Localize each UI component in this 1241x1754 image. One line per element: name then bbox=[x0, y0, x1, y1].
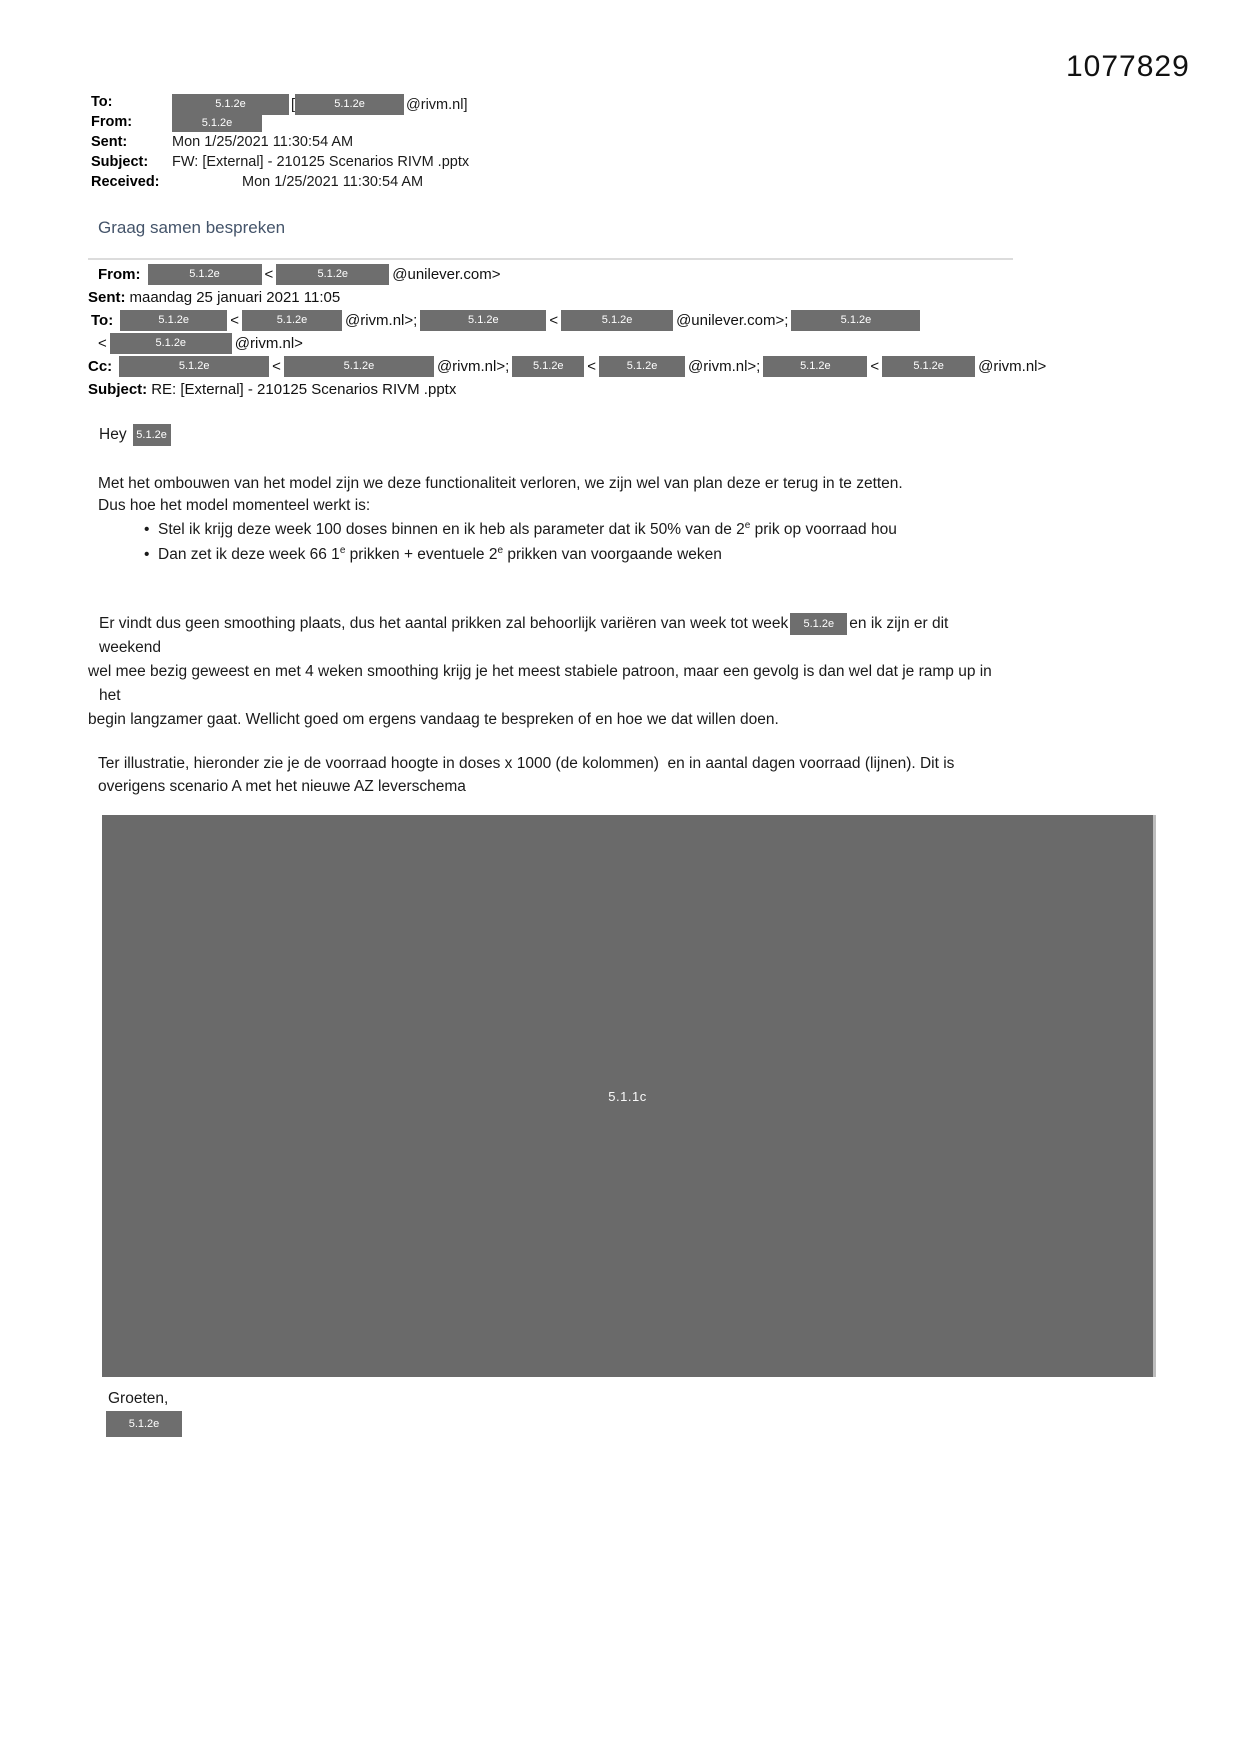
redacted-image bbox=[102, 815, 1156, 1377]
body-line: overigens scenario A met het nieuwe AZ leverschema bbox=[98, 778, 466, 795]
cc-address-sep: @rivm.nl>; bbox=[436, 358, 510, 375]
angle-bracket: < bbox=[272, 358, 281, 375]
from-label: From: bbox=[91, 114, 133, 130]
greeting-text: Hey bbox=[99, 426, 127, 443]
header-row-from bbox=[91, 114, 469, 134]
to-address-suffix: @rivm.nl> bbox=[234, 335, 303, 352]
divider bbox=[88, 258, 1013, 260]
body-line: wel mee bezig geweest en met 4 weken smoothing krijg je het meest stabiele patroon, maar een gevolg is dan wel dat je ramp up in bbox=[88, 663, 992, 680]
header-row-subject bbox=[91, 154, 469, 174]
redaction-box: 5.1.2e bbox=[763, 356, 867, 377]
to-label: To: bbox=[91, 312, 114, 329]
redaction-box: 5.1.2e bbox=[172, 94, 289, 115]
redaction-box: 5.1.2e bbox=[284, 356, 434, 377]
superscript: e bbox=[339, 544, 346, 556]
angle-bracket: < bbox=[264, 266, 274, 283]
redaction-box: 5.1.2e bbox=[119, 356, 269, 377]
angle-bracket: < bbox=[587, 358, 597, 375]
received-label: Received: bbox=[91, 174, 160, 190]
body-paragraph-3 bbox=[98, 752, 954, 798]
document-id: 1077829 bbox=[1066, 50, 1190, 83]
from-address-suffix: @unilever.com> bbox=[392, 266, 501, 283]
received-value: Mon 1/25/2021 11:30:54 AM bbox=[242, 174, 424, 190]
body-line bbox=[88, 612, 992, 636]
redaction-box: 5.1.2e bbox=[110, 333, 232, 354]
to-label: To: bbox=[91, 94, 113, 110]
header-row-to bbox=[91, 94, 469, 114]
redacted-image-label: 5.1.1c bbox=[608, 1088, 647, 1104]
quoted-row-cc bbox=[88, 355, 1046, 378]
from-label: From: bbox=[98, 266, 141, 283]
bullet-icon: • bbox=[144, 546, 150, 563]
bullet-text: prikken van voorgaande weken bbox=[503, 546, 722, 563]
redaction-box: 5.1.2e bbox=[882, 356, 975, 377]
redaction-box: 5.1.2e bbox=[133, 424, 171, 446]
body-line: Met het ombouwen van het model zijn we deze functionaliteit verloren, we zijn wel van plan deze er terug in te zetten. bbox=[98, 475, 903, 492]
note-text: Graag samen bespreken bbox=[98, 218, 286, 237]
body-line: Ter illustratie, hieronder zie je de voorraad hoogte in doses x 1000 (de kolommen) en in aantal dagen voorraad (lijnen). Dit is bbox=[98, 755, 955, 772]
header-row-received bbox=[91, 174, 469, 194]
body-paragraph-1 bbox=[98, 473, 903, 516]
subject-label: Subject: bbox=[88, 381, 148, 398]
redaction-box: 5.1.2e bbox=[148, 264, 262, 285]
quoted-row-to bbox=[88, 309, 1046, 332]
bracket-text: [ bbox=[291, 96, 296, 113]
bullet-text: prik op voorraad hou bbox=[750, 521, 897, 538]
angle-bracket: < bbox=[870, 358, 880, 375]
list-item bbox=[144, 517, 897, 542]
angle-bracket: < bbox=[98, 335, 107, 352]
signature-redaction-box: 5.1.2e bbox=[106, 1411, 182, 1437]
body-text: en ik zijn er dit bbox=[849, 615, 949, 632]
redaction-box: 5.1.2e bbox=[791, 310, 920, 331]
signature-closing: Groeten, bbox=[108, 1390, 169, 1407]
angle-bracket: < bbox=[549, 312, 559, 329]
redaction-box: 5.1.2e bbox=[561, 310, 673, 331]
redaction-box: 5.1.2e bbox=[120, 310, 227, 331]
superscript: e bbox=[497, 544, 504, 556]
bullet-list bbox=[144, 517, 897, 567]
sent-value: maandag 25 januari 2021 11:05 bbox=[129, 289, 341, 306]
bullet-icon: • bbox=[144, 521, 150, 538]
quoted-row-from bbox=[88, 263, 1046, 286]
bullet-text: prikken + eventuele 2 bbox=[345, 546, 498, 563]
cc-address-sep: @rivm.nl>; bbox=[688, 358, 761, 375]
list-item bbox=[144, 542, 897, 567]
header-row-sent bbox=[91, 134, 469, 154]
redaction-box: 5.1.2e bbox=[512, 356, 584, 377]
greeting-line bbox=[99, 424, 174, 446]
sent-label: Sent: bbox=[91, 134, 128, 150]
redaction-box: 5.1.2e bbox=[599, 356, 685, 377]
bullet-text: Stel ik krijg deze week 100 doses binnen en ik heb als parameter dat ik 50% van de 2 bbox=[158, 521, 745, 538]
sent-value: Mon 1/25/2021 11:30:54 AM bbox=[172, 134, 354, 150]
redaction-box: 5.1.2e bbox=[790, 613, 847, 635]
cc-label: Cc: bbox=[88, 358, 113, 375]
cc-address-suffix: @rivm.nl> bbox=[978, 358, 1047, 375]
redaction-box: 5.1.2e bbox=[172, 114, 262, 132]
body-paragraph-2 bbox=[88, 612, 992, 732]
to-address-sep: @rivm.nl>; bbox=[344, 312, 418, 329]
redaction-box: 5.1.2e bbox=[242, 310, 342, 331]
body-line: Dus hoe het model momenteel werkt is: bbox=[98, 496, 371, 514]
body-line: het bbox=[99, 687, 121, 704]
redaction-box: 5.1.2e bbox=[420, 310, 546, 331]
email-header-primary bbox=[91, 94, 469, 194]
email-header-quoted bbox=[88, 263, 1046, 401]
quoted-row-sent bbox=[88, 286, 1046, 309]
subject-label: Subject: bbox=[91, 154, 149, 170]
subject-value: FW: [External] - 210125 Scenarios RIVM .pptx bbox=[172, 154, 470, 170]
to-address-suffix: @rivm.nl] bbox=[406, 96, 468, 113]
sent-label: Sent: bbox=[88, 289, 126, 306]
subject-value: RE: [External] - 210125 Scenarios RIVM .pptx bbox=[151, 381, 457, 398]
body-text: Er vindt dus geen smoothing plaats, dus het aantal prikken zal behoorlijk variëren van week tot week bbox=[99, 615, 789, 632]
body-line: weekend bbox=[99, 639, 162, 656]
quoted-row-to-continued bbox=[88, 332, 1046, 355]
redaction-box: 5.1.2e bbox=[276, 264, 389, 285]
superscript: e bbox=[744, 519, 751, 531]
bullet-text: Dan zet ik deze week 66 1 bbox=[158, 546, 340, 563]
body-line: begin langzamer gaat. Wellicht goed om ergens vandaag te bespreken of en hoe we dat willen doen. bbox=[88, 711, 779, 728]
angle-bracket: < bbox=[230, 312, 239, 329]
quoted-row-subject bbox=[88, 378, 1046, 401]
to-address-sep: @unilever.com>; bbox=[676, 312, 789, 329]
redaction-box: 5.1.2e bbox=[295, 94, 404, 115]
